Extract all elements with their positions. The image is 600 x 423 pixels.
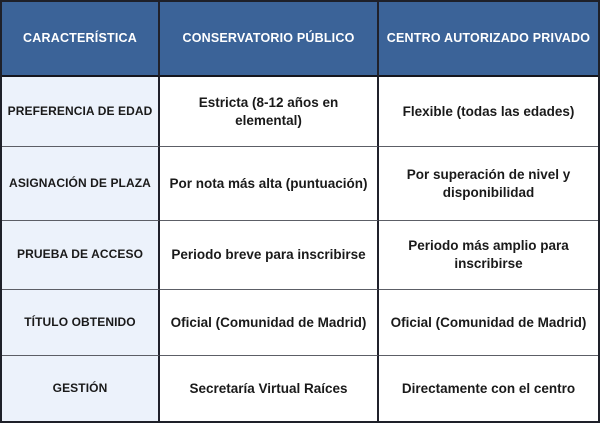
column-header-centro-autorizado-privado: CENTRO AUTORIZADO PRIVADO	[379, 2, 598, 77]
publico-value-cell: Oficial (Comunidad de Madrid)	[160, 290, 379, 356]
feature-cell: ASIGNACIÓN DE PLAZA	[2, 147, 160, 221]
feature-cell: PRUEBA DE ACCESO	[2, 221, 160, 290]
publico-value-cell: Secretaría Virtual Raíces	[160, 356, 379, 421]
publico-value-cell: Por nota más alta (puntuación)	[160, 147, 379, 221]
column-header-caracteristica: CARACTERÍSTICA	[2, 2, 160, 77]
privado-value-cell: Flexible (todas las edades)	[379, 77, 598, 147]
feature-cell: GESTIÓN	[2, 356, 160, 421]
privado-value-cell: Periodo más amplio para inscribirse	[379, 221, 598, 290]
privado-value-cell: Oficial (Comunidad de Madrid)	[379, 290, 598, 356]
publico-value-cell: Periodo breve para inscribirse	[160, 221, 379, 290]
column-header-conservatorio-publico: CONSERVATORIO PÚBLICO	[160, 2, 379, 77]
privado-value-cell: Directamente con el centro	[379, 356, 598, 421]
publico-value-cell: Estricta (8-12 años en elemental)	[160, 77, 379, 147]
feature-cell: TÍTULO OBTENIDO	[2, 290, 160, 356]
feature-cell: PREFERENCIA DE EDAD	[2, 77, 160, 147]
privado-value-cell: Por superación de nivel y disponibilidad	[379, 147, 598, 221]
